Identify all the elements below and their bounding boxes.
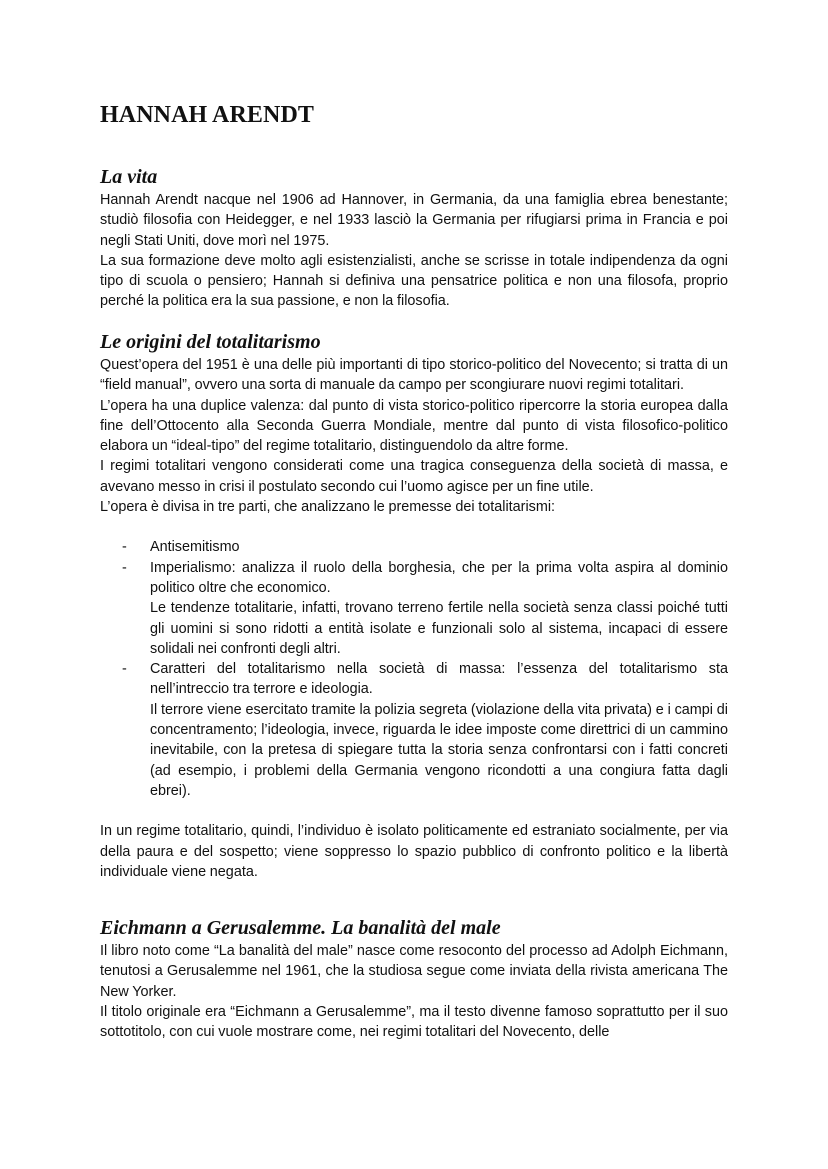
list-item bbox=[100, 659, 728, 801]
list-item-text: Le tendenze totalitarie, infatti, trovano terreno fertile nella società senza classi poiché tutti gli uomini si sono ridotti a entità isolate e funzionali solo al sistema, incapaci di essere solidali nei confronti degli altri. bbox=[150, 600, 728, 657]
section-heading: Le origini del totalitarismo bbox=[100, 331, 321, 353]
paragraph: Hannah Arendt nacque nel 1906 ad Hannover, in Germania, da una famiglia ebrea benestante; studiò filosofia con Heidegger, e nel 1933 lasciò la Germania per rifugiarsi prima in Francia e poi negli Stati Uniti, dove morì nel 1975. bbox=[100, 192, 728, 249]
list-item bbox=[100, 537, 728, 557]
section-eichmann bbox=[100, 915, 728, 1042]
bullet-dash: - bbox=[122, 661, 127, 678]
bullet-list bbox=[100, 537, 728, 801]
bullet-dash: - bbox=[122, 559, 127, 576]
paragraph: I regimi totalitari vengono considerati come una tragica conseguenza della società di massa, e avevano messo in crisi il postulato secondo cui l’uomo agisce per un fine utile. bbox=[100, 458, 728, 495]
paragraph: Quest’opera del 1951 è una delle più importanti di tipo storico-politico del Novecento; si tratta di un “field manual”, ovvero una sorta di manuale da campo per scongiurare nuovi regimi totalitari. bbox=[100, 357, 728, 394]
paragraph: Il libro noto come “La banalità del male” nasce come resoconto del processo ad Adolph Eichmann, tenutosi a Gerusalemme nel 1961, che la studiosa segue come inviata della rivista americana The New Yorker. bbox=[100, 943, 728, 1000]
section-origini-totalitarismo bbox=[100, 329, 728, 882]
list-item-text: Il terrore viene esercitato tramite la polizia segreta (violazione della vita privata) e i campi di concentramento; l’ideologia, invece, riguarda le idee imposte come direttrici di un cammino inevitabile, con la pretesa di spiegare tutta la storia senza confrontarsi con i fatti concreti (ad esempio, i problemi della Germania vengono ricondotti a una congiura fatta dagli ebrei). bbox=[150, 701, 728, 799]
closing-paragraph: In un regime totalitario, quindi, l’individuo è isolato politicamente ed estraniato socialmente, per via della paura e del sospetto; viene soppresso lo spazio pubblico di confronto politico e la libertà individuale viene negata. bbox=[100, 823, 728, 880]
paragraph: L’opera ha una duplice valenza: dal punto di vista storico-politico ripercorre la storia europea dalla fine dell’Ottocento alla Seconda Guerra Mondiale, mentre dal punto di vista filosofico-politico elabora un “ideal-tipo” del regime totalitario, distinguendolo da altre forme. bbox=[100, 397, 728, 455]
list-item bbox=[100, 558, 728, 659]
list-item-text: Imperialismo: analizza il ruolo della borghesia, che per la prima volta aspira al dominio politico oltre che economico. bbox=[150, 559, 728, 596]
list-item-text: Antisemitismo bbox=[150, 539, 240, 556]
paragraph: L’opera è divisa in tre parti, che analizzano le premesse dei totalitarismi: bbox=[100, 499, 556, 516]
section-heading: Eichmann a Gerusalemme. La banalità del male bbox=[100, 917, 501, 939]
paragraph: La sua formazione deve molto agli esistenzialisti, anche se scrisse in totale indipendenza da ogni tipo di scuola o pensiero; Hannah si definiva una pensatrice politica e non una filosofa, proprio perché la politica era la sua passione, e non la filosofia. bbox=[100, 252, 728, 310]
list-item-text: Caratteri del totalitarismo nella società di massa: l’essenza del totalitarismo sta nell’intreccio tra terrore e ideologia. bbox=[150, 661, 728, 698]
section-la-vita bbox=[100, 164, 728, 312]
section-heading: La vita bbox=[100, 166, 158, 188]
paragraph: Il titolo originale era “Eichmann a Gerusalemme”, ma il testo divenne famoso soprattutto per il suo sottotitolo, con cui vuole mostrare come, nei regimi totalitari del Novecento, delle bbox=[100, 1003, 728, 1041]
bullet-dash: - bbox=[122, 539, 127, 556]
document-title: HANNAH ARENDT bbox=[100, 102, 314, 128]
